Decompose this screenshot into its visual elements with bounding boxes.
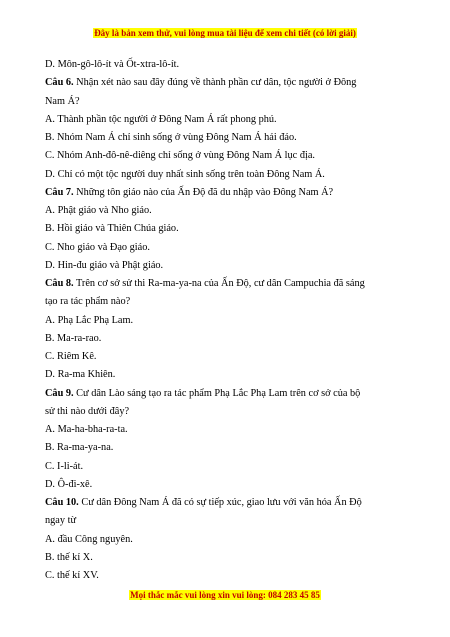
text-line [45, 366, 390, 384]
line-text: Trên cơ sở sử thi Ra-ma-ya-na của Ấn Độ, cư dân Campuchia đã sáng [73, 278, 365, 289]
line-text: C. I-li-át. [45, 460, 84, 472]
text-line [45, 567, 390, 585]
preview-notice [0, 28, 450, 38]
line-text: C. Nho giáo và Đạo giáo. [45, 241, 150, 253]
question-number: Câu 6. [45, 77, 74, 89]
contact-notice [0, 590, 450, 600]
question-line [45, 184, 390, 202]
preview-notice-text: Đây là bản xem thử, vui lòng mua tài liệu để xem chi tiết (có lời giải) [94, 28, 356, 38]
question-line [45, 494, 390, 512]
text-line [45, 129, 390, 147]
line-text: D. Hin-đu giáo và Phật giáo. [45, 259, 164, 271]
contact-notice-text: Mọi thắc mắc vui lòng xin vui lòng: 084 283 45 85 [130, 590, 320, 600]
line-text: Cư dân Đông Nam Á đã có sự tiếp xúc, giao lưu với văn hóa Ấn Độ [78, 497, 362, 508]
line-text: ngay từ [45, 515, 77, 527]
text-line [45, 56, 390, 74]
text-line [45, 549, 390, 567]
text-line [45, 439, 390, 457]
question-number: Câu 9. [45, 387, 74, 399]
line-text: C. Nhóm Anh-đô-nê-diêng chỉ sống ở vùng Đông Nam Á lục địa. [45, 150, 315, 162]
text-line [45, 330, 390, 348]
line-text: C. thế kỉ XV. [45, 570, 99, 581]
document-body [45, 56, 390, 585]
line-text: Nhận xét nào sau đây đúng về thành phần cư dân, tộc người ở Đông [73, 77, 357, 89]
text-line [45, 166, 390, 184]
text-line [45, 531, 390, 549]
line-text: Nam Á? [45, 95, 80, 107]
question-number: Câu 8. [45, 278, 74, 289]
line-text: B. Ma-ra-rao. [45, 332, 102, 344]
text-line [45, 111, 390, 129]
line-text: A. Phật giáo và Nho giáo. [45, 205, 152, 216]
line-text: A. đầu Công nguyên. [45, 533, 133, 545]
question-line [45, 385, 390, 403]
line-text: B. thế kỉ X. [45, 551, 93, 563]
line-text: A. Thành phần tộc người ở Đông Nam Á rất phong phú. [45, 113, 277, 125]
line-text: B. Ra-ma-ya-na. [45, 442, 114, 454]
line-text: D. Ô-đi-xê. [45, 478, 93, 490]
line-text: A. Ma-ha-bha-ra-ta. [45, 424, 128, 435]
text-line [45, 93, 390, 111]
line-text: Cư dân Lào sáng tạo ra tác phẩm Phạ Lắc Phạ Lam trên cơ sở của bộ [73, 387, 361, 399]
question-line [45, 74, 390, 92]
text-line [45, 220, 390, 238]
question-number: Câu 7. [45, 186, 74, 198]
line-text: A. Phạ Lắc Phạ Lam. [45, 314, 134, 326]
text-line [45, 147, 390, 165]
text-line [45, 257, 390, 275]
text-line [45, 348, 390, 366]
text-line [45, 476, 390, 494]
line-text: B. Nhóm Nam Á chỉ sinh sống ở vùng Đông Nam Á hải đảo. [45, 132, 297, 143]
text-line [45, 512, 390, 530]
text-line [45, 458, 390, 476]
line-text: Những tôn giáo nào của Ấn Độ đã du nhập vào Đông Nam Á? [73, 186, 334, 198]
question-number: Câu 10. [45, 497, 79, 508]
line-text: D. Môn-gô-lô-ít và Ốt-xtra-lô-ít. [45, 59, 180, 70]
text-line [45, 293, 390, 311]
line-text: C. Riêm Kê. [45, 351, 97, 362]
line-text: D. Chỉ có một tộc người duy nhất sinh sống trên toàn Đông Nam Á. [45, 168, 325, 180]
question-line [45, 275, 390, 293]
text-line [45, 403, 390, 421]
line-text: tạo ra tác phẩm nào? [45, 296, 131, 308]
line-text: sử thi nào dưới đây? [45, 405, 130, 417]
text-line [45, 239, 390, 257]
text-line [45, 312, 390, 330]
text-line [45, 421, 390, 439]
line-text: D. Ra-ma Khiên. [45, 369, 116, 381]
line-text: B. Hồi giáo và Thiên Chúa giáo. [45, 223, 179, 235]
text-line [45, 202, 390, 220]
